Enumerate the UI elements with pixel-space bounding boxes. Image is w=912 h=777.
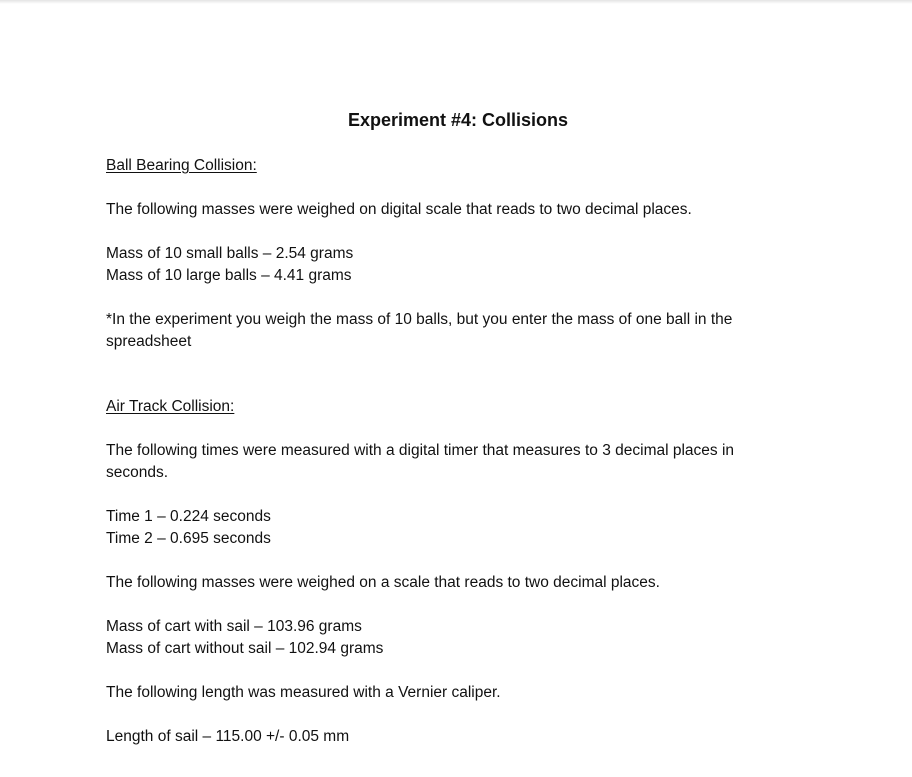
length-of-sail: Length of sail – 115.00 +/- 0.05 mm — [106, 728, 350, 745]
mass-cart-without-sail: Mass of cart without sail – 102.94 grams — [106, 640, 384, 657]
times-intro-text: The following times were measured with a digital timer that measures to 3 decimal places in seconds. — [106, 442, 735, 481]
ball-intro-text: The following masses were weighed on digital scale that reads to two decimal places. — [106, 201, 692, 218]
mass-large-balls: Mass of 10 large balls – 4.41 grams — [106, 267, 352, 284]
mass-intro-text: The following masses were weighed on a scale that reads to two decimal places. — [106, 574, 660, 591]
page-top-shadow — [0, 0, 912, 4]
ball-note-text: *In the experiment you weigh the mass of 10 balls, but you enter the mass of one ball in the spreadsheet — [106, 311, 733, 350]
page-title: Experiment #4: Collisions — [347, 110, 569, 130]
ball-section-heading: Ball Bearing Collision: — [106, 157, 257, 174]
mass-cart-with-sail: Mass of cart with sail – 103.96 grams — [106, 618, 362, 635]
air-section-heading: Air Track Collision: — [106, 398, 235, 415]
time-1: Time 1 – 0.224 seconds — [106, 508, 271, 525]
time-2: Time 2 – 0.695 seconds — [106, 530, 271, 547]
length-intro-text: The following length was measured with a Vernier caliper. — [106, 684, 501, 701]
mass-small-balls: Mass of 10 small balls – 2.54 grams — [106, 245, 354, 262]
